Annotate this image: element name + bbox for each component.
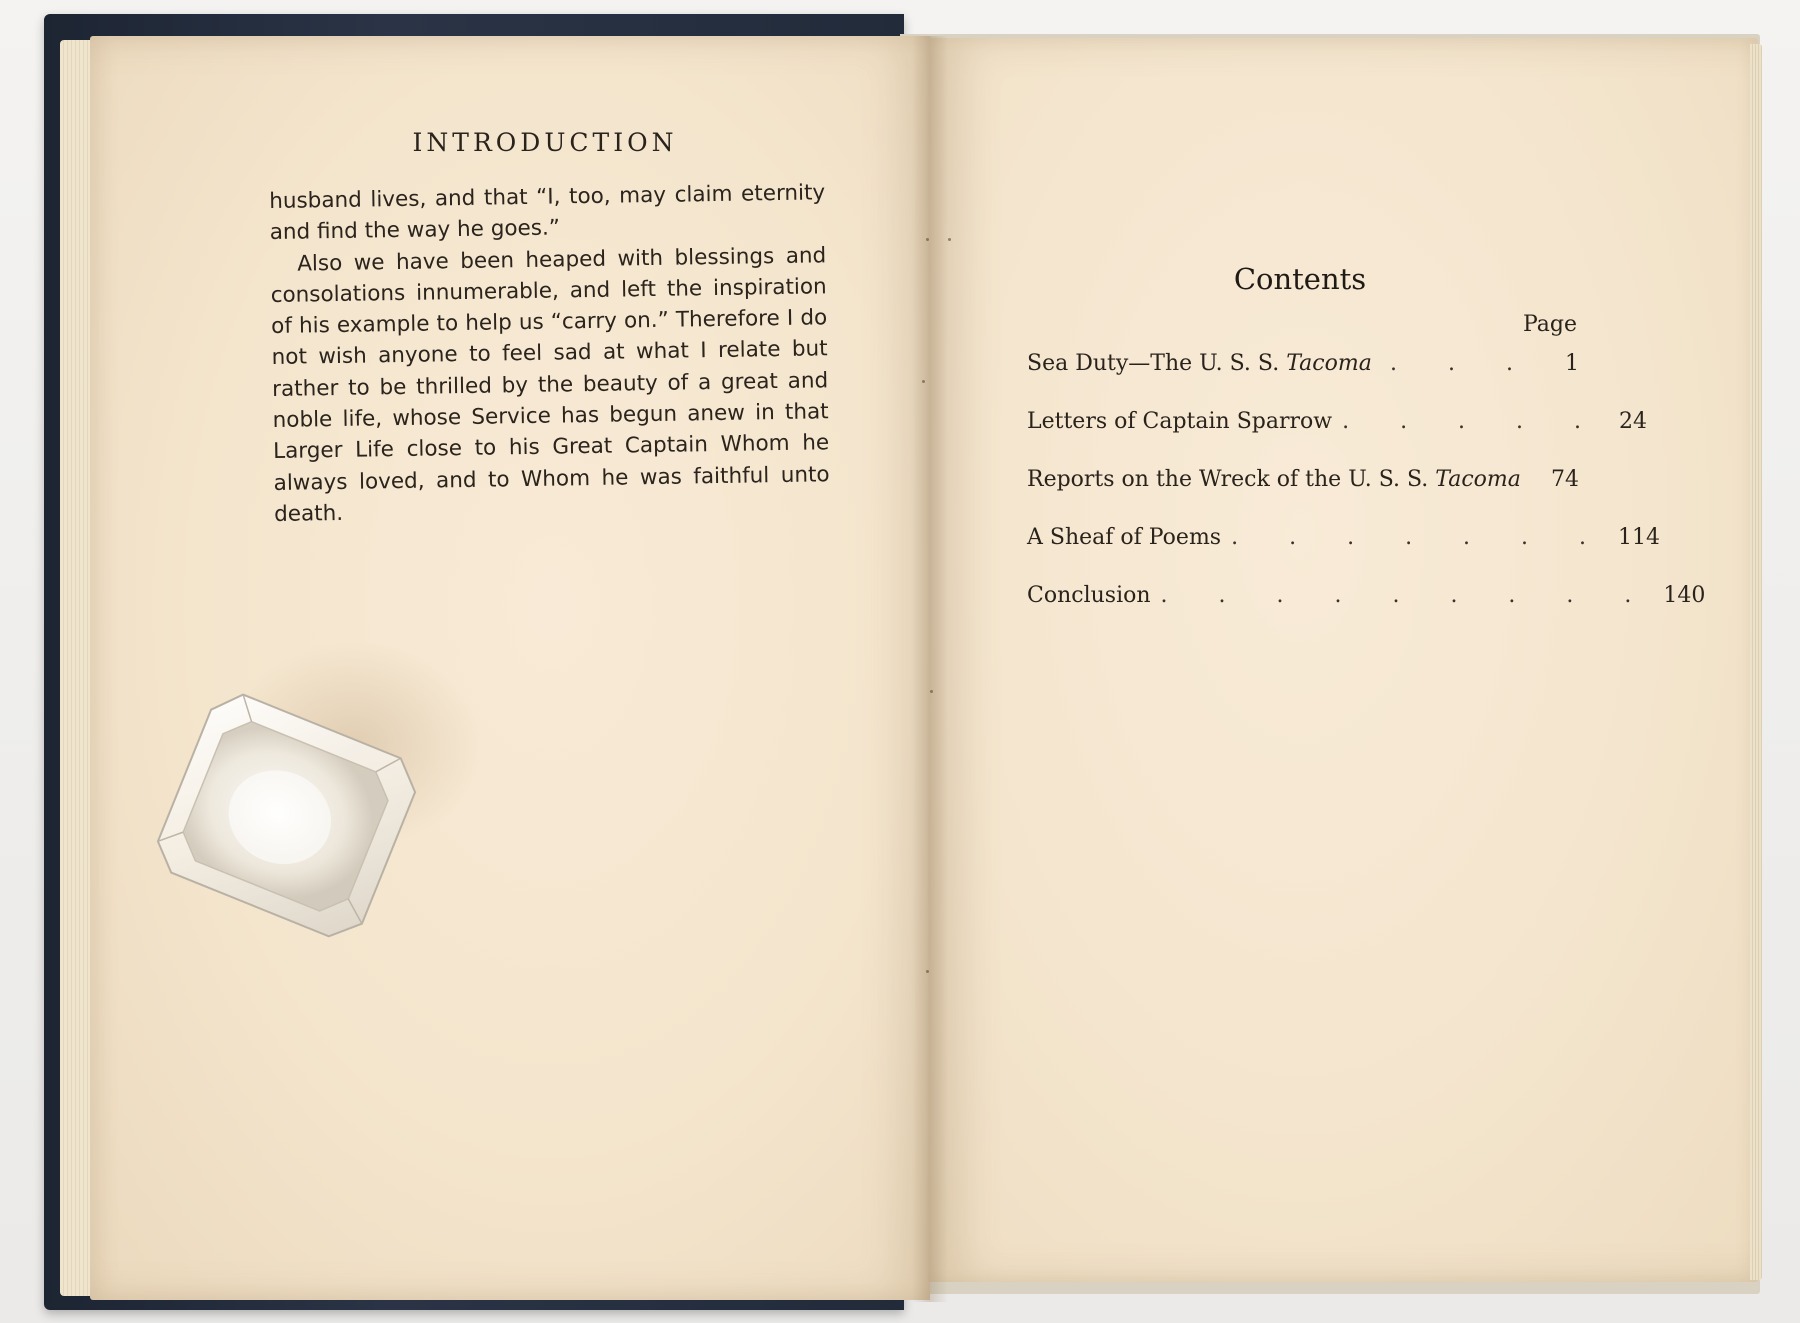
paper-speck <box>922 380 925 383</box>
toc-entry <box>1027 581 1706 639</box>
paper-speck <box>948 238 951 241</box>
toc-entry <box>1027 407 1648 465</box>
paper-speck <box>926 238 929 241</box>
book-gutter <box>912 36 948 1302</box>
toc-entry-page: 74 <box>1551 467 1579 492</box>
toc-entry-title: Letters of Captain Sparrow <box>1027 409 1333 434</box>
toc-entry <box>1027 349 1579 407</box>
toc-entry-page: 114 <box>1618 525 1661 550</box>
right-page <box>928 38 1758 1282</box>
toc-entry <box>1027 465 1579 523</box>
paragraph: husband lives, and that “I, too, may claim eternity and find the way he goes.” <box>269 180 826 246</box>
table-of-contents <box>1027 312 1706 639</box>
toc-leader-dots: . . . <box>1390 351 1535 376</box>
toc-leader-dots: . . . . . <box>1342 409 1604 434</box>
running-head: INTRODUCTION <box>412 128 678 157</box>
toc-entry-title: Sea Duty—The U. S. S. Tacoma <box>1027 351 1372 376</box>
toc-entry <box>1027 523 1661 581</box>
introduction-text <box>269 177 830 530</box>
toc-entry-page: 24 <box>1619 409 1648 434</box>
toc-entry-title: Reports on the Wreck of the U. S. S. Tacoma <box>1027 467 1521 492</box>
paper-speck <box>930 690 933 693</box>
contents-title: Contents <box>1233 262 1367 296</box>
toc-leader-dots: . . . . . . . <box>1231 525 1609 550</box>
paper-speck <box>926 970 929 973</box>
paragraph: Also we have been heaped with blessings and consolations innumerable, and left the inspiration of his example to help us “carry on.” Therefore I do not wish anyone to feel sad at what I relate but rather to be thrilled by the beauty of a great and noble life, whose Service has begun anew in that Larger Life close to his Great Captain Whom he always loved, and to Whom he was faithful unto death. <box>270 242 830 527</box>
toc-leader-dots: . . . . . . . . . <box>1160 583 1654 608</box>
toc-entry-title: A Sheaf of Poems <box>1027 525 1222 550</box>
toc-entry-page: 140 <box>1663 583 1706 608</box>
page-column-label: Page <box>1522 312 1577 337</box>
page-stack-right <box>1750 44 1762 1280</box>
toc-entry-page: 1 <box>1565 351 1579 376</box>
toc-entry-title: Conclusion <box>1027 583 1151 608</box>
